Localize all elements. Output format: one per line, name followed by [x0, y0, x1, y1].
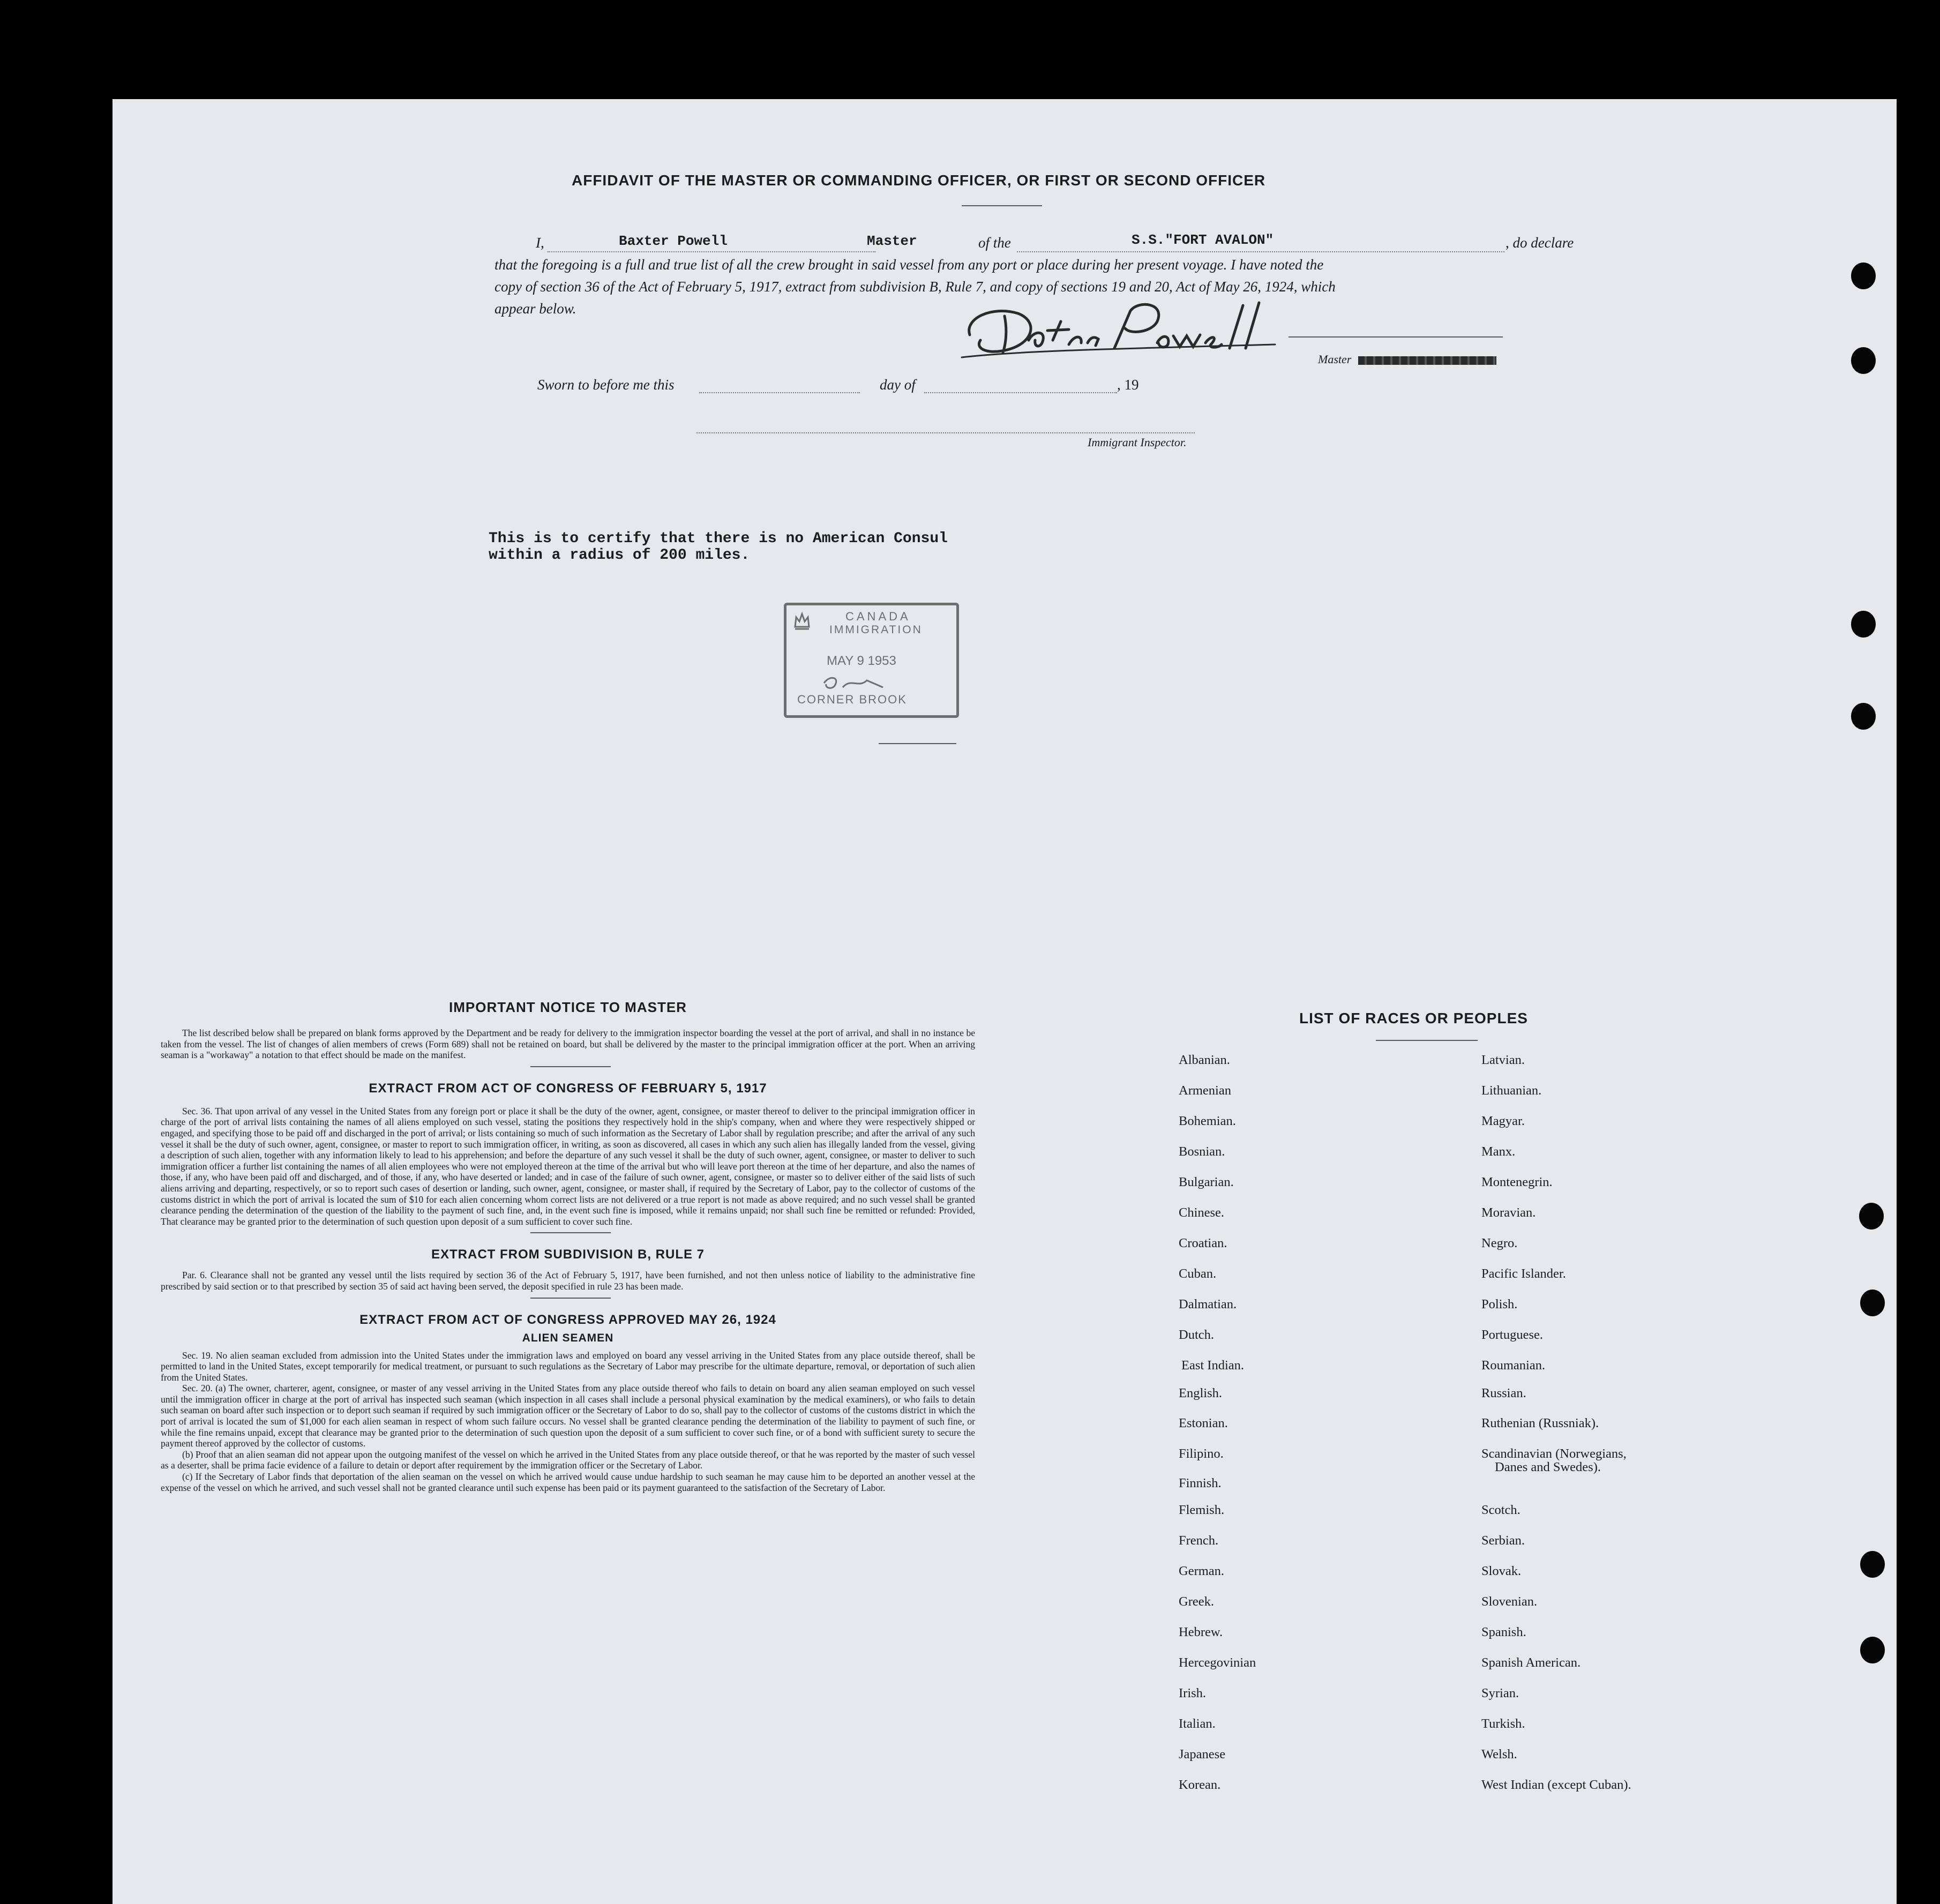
race-item: Spanish.	[1481, 1625, 1526, 1639]
certification-line-1: This is to certify that there is no American Consul	[489, 530, 948, 547]
act-1924-sec-19: Sec. 19. No alien seaman excluded from admission into the United States under the immigration laws and employed on board any vessel arriving in the United States from any place outside thereof, shall be permitted to land in the United States, except temporarily for medical treatment, or pursuant to such regulations as the Secretary of Labor may prescribe for the ultimate departure, removal, or deportation of such alien from the United States.	[161, 1350, 975, 1383]
notice-column	[161, 999, 975, 1493]
race-item: East Indian.	[1181, 1358, 1245, 1373]
notice-body: The list described below shall be prepared on blank forms approved by the Department and be ready for delivery to the immigration inspector boarding the vessel at the port of arrival, and shall in no instance be taken from the vessel. The list of changes of alien members of crews (Form 689) shall not be retained on board, but shall be delivered by the master to the principal immigration officer at the port. When an arriving seaman is a "workaway" a notation to that effect should be made on the manifest.	[161, 1028, 975, 1061]
race-item: Scandinavian (Norwegians,	[1481, 1446, 1627, 1461]
act-1924-sec-20b: (b) Proof that an alien seaman did not appear upon the outgoing manifest of the vessel on which he arrived in the United States from any place outside thereof, or that he was reported by the master of such vessel as a deserter, shall be prima facie evidence of a failure to detain or deport after requirement by the immigration officer or the Secretary of Labor.	[161, 1449, 975, 1471]
punch-hole	[1860, 1551, 1885, 1578]
notice-divider-3	[530, 1298, 611, 1299]
race-item: Armenian	[1179, 1083, 1231, 1098]
race-item: Pacific Islander.	[1481, 1266, 1566, 1281]
affidavit-body-line-1: that the foregoing is a full and true list of all the crew brought in said vessel from any port or place during her present voyage. I have noted the	[495, 257, 1324, 273]
race-item: Danes and Swedes).	[1495, 1460, 1601, 1474]
race-item: German.	[1179, 1564, 1225, 1578]
affidavit-body-line-2: copy of section 36 of the Act of February 5, 1917, extract from subdivision B, Rule 7, and copy of sections 19 and 20, Act of May 26, 1924, which	[495, 279, 1336, 295]
punch-hole	[1851, 703, 1876, 730]
race-item: Russian.	[1481, 1386, 1526, 1400]
race-item: Montenegrin.	[1481, 1175, 1553, 1189]
stamp-initials	[819, 672, 904, 694]
race-item: Serbian.	[1481, 1533, 1525, 1548]
punch-hole	[1851, 347, 1876, 374]
race-item: English.	[1179, 1386, 1222, 1400]
affidavit-title: AFFIDAVIT OF THE MASTER OR COMMANDING OFFICER, OR FIRST OR SECOND OFFICER	[572, 172, 1266, 189]
inspector-label: Immigrant Inspector.	[1088, 436, 1187, 449]
act-1924-sec-20a: Sec. 20. (a) The owner, charterer, agent, consignee, or master of any vessel arriving in the United States from any place outside thereof who fails to detain on board any alien seaman employed on such vessel until the immigration officer in charge at the port of arrival has inspected such seaman (which inspection in all cases shall include a personal physical examination by the medical examiners), or who fails to detain such seaman on board after such inspection or to deport such seaman if required by such immigration officer or the Secretary of Labor to do so, shall pay to the collector of customs of the customs district in which the port of arrival is located the sum of $1,000 for each alien seaman in respect of whom such failure occurs. No vessel shall be granted clearance pending the determination of the liability to payment of such fine, or while the fine remains unpaid, except that clearance may be granted prior to the determination of such question upon the deposit of a sum sufficient to cover such fine, or of a bond with sufficient surety to secure the payment thereof approved by the collector of customs.	[161, 1383, 975, 1449]
race-item: Hebrew.	[1179, 1625, 1223, 1639]
race-item: Hercegovinian	[1179, 1655, 1256, 1670]
notice-divider-2	[530, 1232, 611, 1233]
race-item: Moravian.	[1481, 1205, 1536, 1220]
declarant-name: Baxter Powell	[619, 233, 728, 249]
race-item: Estonian.	[1179, 1416, 1228, 1430]
act-1924-sec-20c: (c) If the Secretary of Labor finds that deportation of the alien seaman on the vessel on which he arrived would cause undue hardship to such seaman he may cause him to be deported an another vessel at the expense of the vessel on which he arrived, and such vessel shall not be granted clearance until such expense has been paid or its payment guaranteed to the satisfaction of the Secretary of Labor.	[161, 1471, 975, 1493]
rule-7-title: EXTRACT FROM SUBDIVISION B, RULE 7	[431, 1247, 705, 1262]
race-item: Chinese.	[1179, 1205, 1225, 1220]
race-item: Portuguese.	[1481, 1328, 1543, 1342]
act-1917-title: EXTRACT FROM ACT OF CONGRESS OF FEBRUARY 5, 1917	[369, 1081, 767, 1096]
punch-hole	[1860, 1290, 1885, 1316]
race-item: Cuban.	[1179, 1266, 1217, 1281]
notice-divider-1	[530, 1066, 611, 1067]
race-item: Ruthenian (Russniak).	[1481, 1416, 1599, 1430]
stamp-port: CORNER BROOK	[797, 693, 907, 706]
act-1924-title: EXTRACT FROM ACT OF CONGRESS APPROVED MAY 26, 1924	[359, 1312, 776, 1327]
race-item: Dutch.	[1179, 1328, 1214, 1342]
stamp-date: MAY 9 1953	[827, 654, 896, 668]
race-item: Croatian.	[1179, 1236, 1227, 1250]
punch-hole	[1860, 1637, 1885, 1663]
punch-hole	[1851, 263, 1876, 289]
of-the-label: of the	[978, 235, 1011, 251]
race-item: Syrian.	[1481, 1686, 1519, 1700]
stamp-country: CANADA	[845, 610, 911, 623]
signature-line	[1289, 336, 1503, 338]
race-item: Magyar.	[1481, 1114, 1525, 1128]
punch-hole	[1851, 611, 1876, 638]
document-page	[113, 99, 1897, 1904]
immigration-stamp	[784, 603, 959, 718]
declarant-rank: Master	[867, 233, 917, 249]
race-item: Roumanian.	[1481, 1358, 1546, 1373]
race-item: Turkish.	[1481, 1716, 1525, 1731]
race-item: Slovenian.	[1481, 1594, 1538, 1609]
sworn-month-line	[924, 392, 1117, 393]
do-declare-label: , do declare	[1505, 235, 1574, 251]
race-item: Bohemian.	[1179, 1114, 1236, 1128]
rule-7-body: Par. 6. Clearance shall not be granted any vessel until the lists required by section 36 of the Act of February 5, 1917, have been furnished, and not then unless notice of liability to the administrative fine prescribed by said section or to that prescribed by section 35 of said act having been served, the deposit specified in rule 23 has been made.	[161, 1270, 975, 1292]
declarant-line	[548, 251, 875, 252]
master-signature	[954, 297, 1286, 367]
inspector-signature-line	[696, 432, 1195, 433]
race-item: Dalmatian.	[1179, 1297, 1237, 1311]
race-item: Welsh.	[1481, 1747, 1517, 1761]
vessel-name: S.S."FORT AVALON"	[1132, 232, 1274, 248]
notice-title: IMPORTANT NOTICE TO MASTER	[449, 999, 687, 1015]
race-item: Bosnian.	[1179, 1144, 1225, 1159]
race-item: Spanish American.	[1481, 1655, 1581, 1670]
stamp-department: IMMIGRATION	[829, 624, 923, 636]
race-item: Scotch.	[1481, 1503, 1520, 1517]
race-item: Bulgarian.	[1179, 1175, 1234, 1189]
race-item: Latvian.	[1481, 1053, 1525, 1067]
races-title-divider	[1376, 1040, 1478, 1041]
race-item: Flemish.	[1179, 1503, 1225, 1517]
day-of-label: day of	[880, 377, 916, 393]
vessel-line	[1017, 251, 1504, 252]
race-item: West Indian (except Cuban).	[1481, 1778, 1631, 1792]
certification-line-2: within a radius of 200 miles.	[489, 547, 750, 564]
punch-hole	[1859, 1203, 1884, 1230]
race-item: Lithuanian.	[1481, 1083, 1542, 1098]
race-item: Negro.	[1481, 1236, 1518, 1250]
crown-icon	[793, 611, 811, 632]
races-title: LIST OF RACES OR PEOPLES	[1299, 1010, 1528, 1026]
race-item: Filipino.	[1179, 1446, 1224, 1461]
race-item: Albanian.	[1179, 1053, 1230, 1067]
race-item: Polish.	[1481, 1297, 1518, 1311]
race-item: Slovak.	[1481, 1564, 1522, 1578]
master-label: Master	[1318, 353, 1352, 366]
sworn-day-line	[699, 392, 860, 393]
race-item: Japanese	[1179, 1747, 1226, 1761]
title-divider	[962, 205, 1042, 206]
race-item: Irish.	[1179, 1686, 1207, 1700]
race-item: Greek.	[1179, 1594, 1214, 1609]
affidavit-body-line-3: appear below.	[495, 301, 576, 317]
race-item: Italian.	[1179, 1716, 1216, 1731]
race-item: Korean.	[1179, 1778, 1221, 1792]
race-item: Manx.	[1481, 1144, 1516, 1159]
declarant-label: I,	[536, 235, 544, 251]
stamp-underline	[879, 743, 956, 744]
race-item: Finnish.	[1179, 1476, 1222, 1490]
struck-out-text	[1358, 356, 1496, 365]
act-1924-subtitle: ALIEN SEAMEN	[522, 1331, 614, 1344]
act-1917-body: Sec. 36. That upon arrival of any vessel in the United States from any foreign port or place it shall be the duty of the owner, agent, consignee, or master thereof to deliver to the principal immigration officer in charge of the port of arrival lists containing the names of all aliens employed on such vessel, stating the positions they respectively hold in the ship's company, when and where they were respectively shipped or engaged, and specifying those to be paid off and discharged in the port of arrival; or lists containing so much of such information as the Secretary of Labor shall by regulation prescribe; and after the arrival of any such vessel it shall be the duty of such owner, agent, consignee, or master to report to such immigration officer, in writing, as soon as discovered, all cases in which any such alien has illegally landed from the vessel, giving a description of such alien, together with any information likely to lead to his apprehension; and before the departure of any such vessel it shall be the duty of such owner, agent, consignee, or master to deliver to such immigration officer a further list containing the names of all alien employees who were not employed thereon at the time of the arrival but who will leave port thereon at the time of her departure, and also the names of those, if any, who have been paid off and discharged, and of those, if any, who have deserted or landed; and in case of the failure of such owner, agent, consignee, or master so to deliver either of the said lists of such aliens arriving and departing, respectively, or so to report such cases of desertion or landing, such owner, agent, consignee, or master shall, if required by the Secretary of Labor, pay to the collector of customs of the customs district in which the port of arrival is located the sum of $10 for each alien concerning whom correct lists are not delivered or a true report is not made as above required; and no such vessel shall be granted clearance pending the determination of the question of the liability to the payment of such fine, and, in the event such fine is imposed, while it remains unpaid; nor shall such fine be remitted or refunded: Provided, That clearance may be granted prior to the determination of such question upon deposit of a sum sufficient to cover such fine.	[161, 1105, 975, 1227]
sworn-text: Sworn to before me this	[537, 377, 675, 393]
year-prefix: , 19	[1117, 377, 1139, 393]
race-item: French.	[1179, 1533, 1219, 1548]
